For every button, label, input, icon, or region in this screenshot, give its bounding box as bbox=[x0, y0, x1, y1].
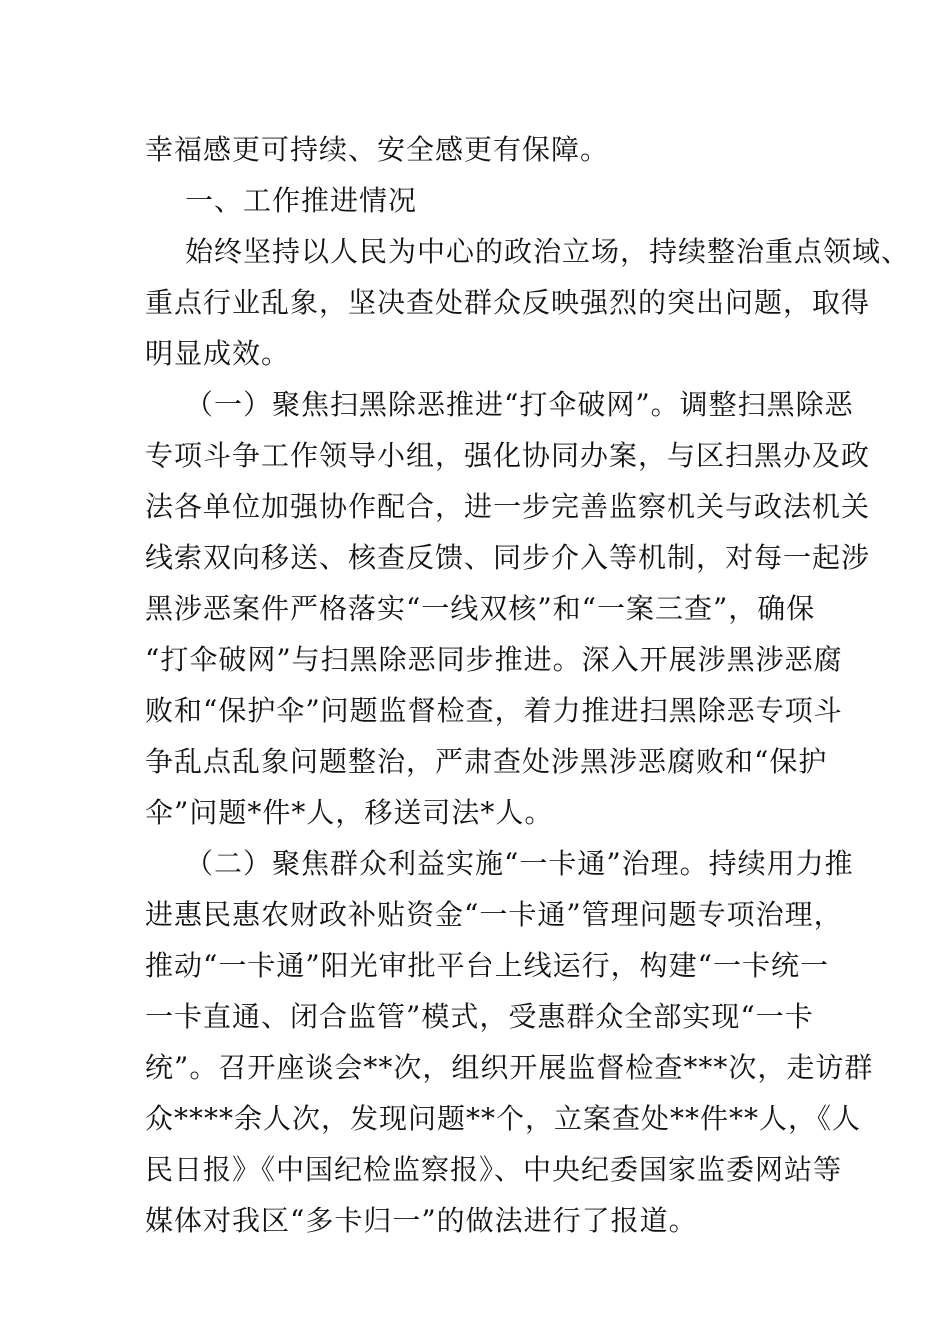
paragraph-line: 重点行业乱象，坚决查处群众反映强烈的突出问题，取得 bbox=[145, 286, 871, 319]
paragraph-line: 伞”问题*件*人，移送司法*人。 bbox=[145, 796, 554, 829]
paragraph-line: 败和“保护伞”问题监督检查，着力推进扫黑除恶专项斗 bbox=[145, 694, 843, 727]
paragraph-line: 统”。召开座谈会**次，组织开展监督检查***次，走访群 bbox=[145, 1051, 874, 1084]
paragraph-line: 明显成效。 bbox=[145, 337, 291, 370]
paragraph-line: 线索双向移送、核查反馈、同步介入等机制，对每一起涉 bbox=[145, 541, 871, 574]
paragraph-line: 众****余人次，发现问题**个，立案查处**件**人，《人 bbox=[145, 1102, 862, 1135]
paragraph-line: 黑涉恶案件严格落实“一线双核”和“一案三查”，确保 bbox=[145, 592, 816, 625]
paragraph-line: 推动“一卡通”阳光审批平台上线运行，构建“一卡统一 bbox=[145, 949, 829, 982]
paragraph-line: 进惠民惠农财政补贴资金“一卡通”管理问题专项治理， bbox=[145, 898, 843, 931]
paragraph-line: 一卡直通、闭合监管”模式，受惠群众全部实现“一卡 bbox=[145, 1000, 814, 1033]
paragraph-line: 争乱点乱象问题整治，严肃查处涉黑涉恶腐败和“保护 bbox=[145, 745, 828, 778]
paragraph-line: 法各单位加强协作配合，进一步完善监察机关与政法机关 bbox=[145, 490, 871, 523]
paragraph-line: 始终坚持以人民为中心的政治立场，持续整治重点领域、 bbox=[185, 235, 911, 268]
paragraph-line: 幸福感更可持续、安全感更有保障。 bbox=[145, 133, 610, 166]
section-heading: 一、工作推进情况 bbox=[185, 184, 418, 217]
subsection-heading: （二）聚焦群众利益实施“一卡通”治理。持续用力推 bbox=[185, 847, 854, 880]
paragraph-line: “打伞破网”与扫黑除恶同步推进。深入开展涉黑涉恶腐 bbox=[145, 643, 843, 676]
paragraph-line: 专项斗争工作领导小组，强化协同办案，与区扫黑办及政 bbox=[145, 439, 871, 472]
paragraph-line: 媒体对我区“多卡归一”的做法进行了报道。 bbox=[145, 1204, 698, 1237]
subsection-heading: （一）聚焦扫黑除恶推进“打伞破网”。调整扫黑除恶 bbox=[185, 388, 854, 421]
paragraph-line: 民日报》《中国纪检监察报》、中央纪委国家监委网站等 bbox=[145, 1153, 843, 1186]
